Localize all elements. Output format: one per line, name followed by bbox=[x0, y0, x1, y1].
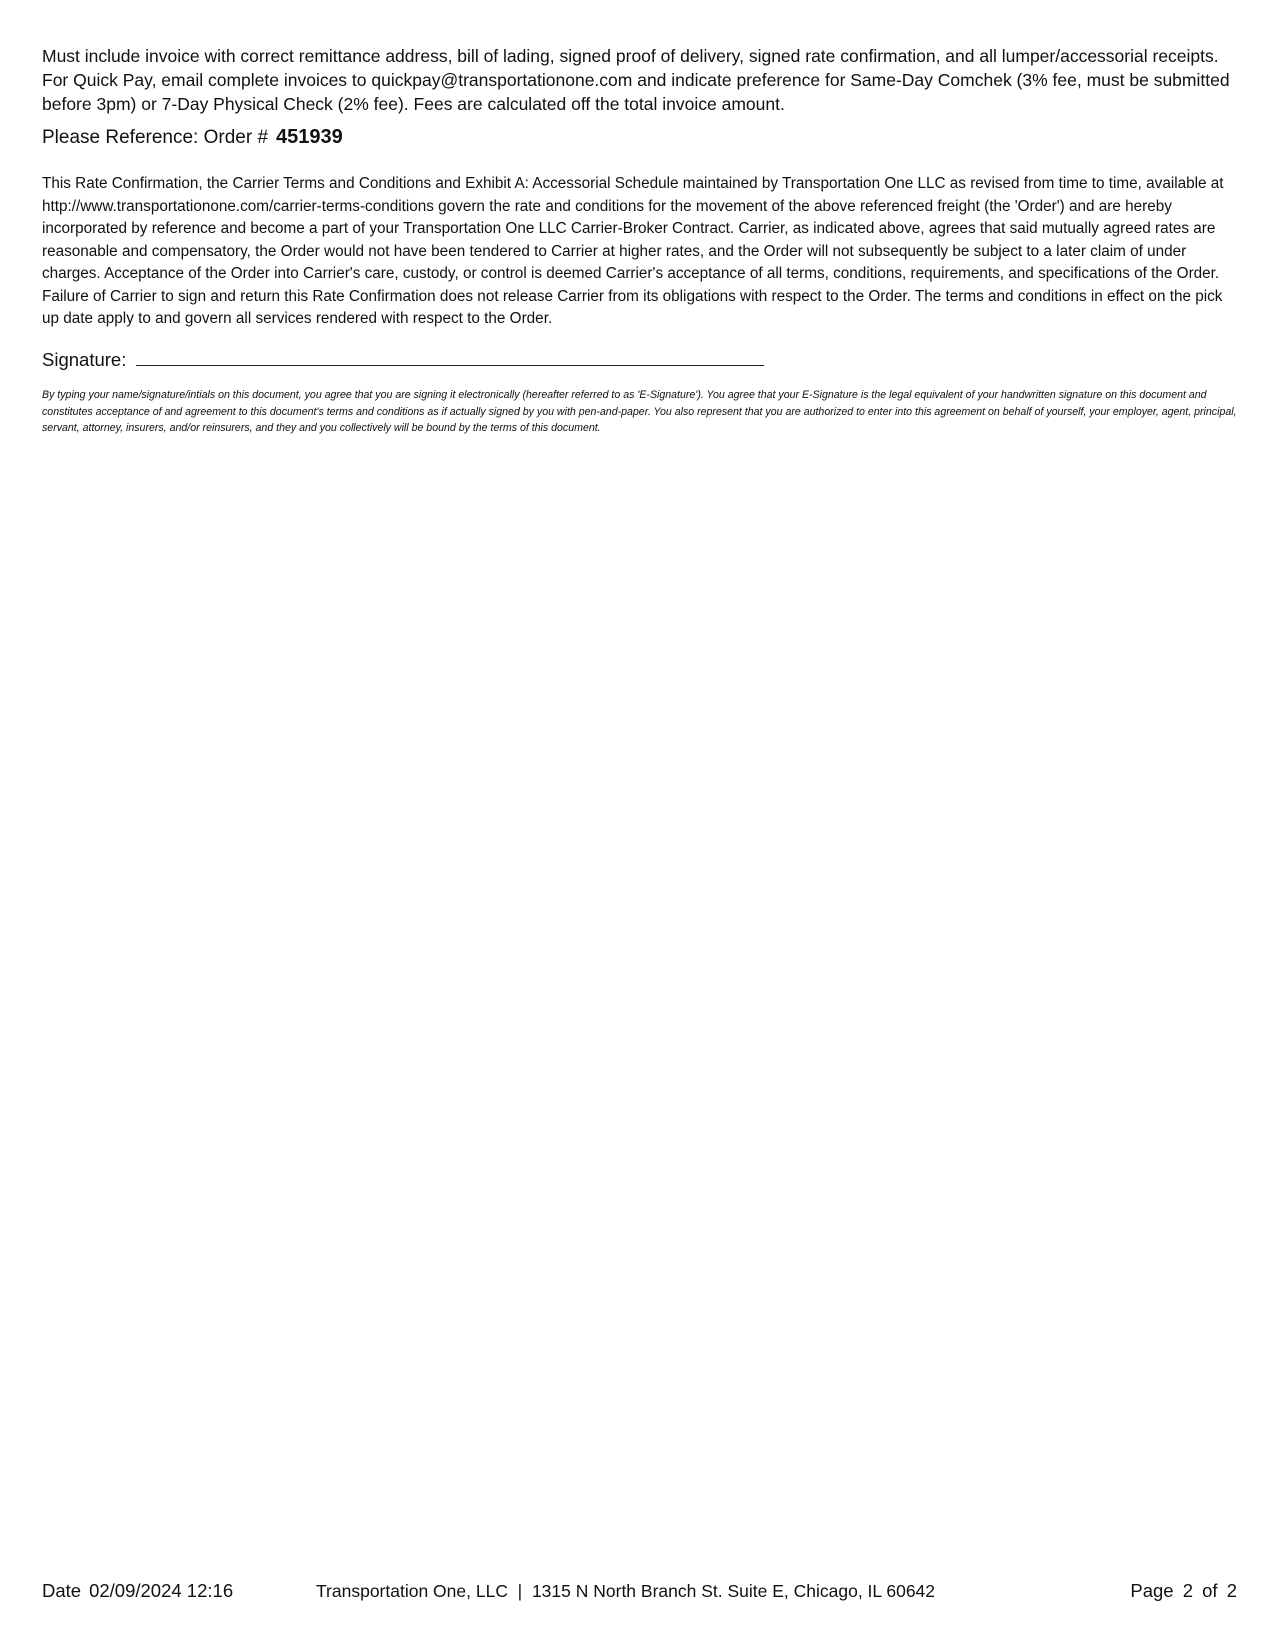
signature-label: Signature: bbox=[42, 349, 127, 370]
invoice-instructions: Must include invoice with correct remittance address, bill of lading, signed proof of delivery, signed rate confirmation, and all lumper/accessorial receipts. For Quick Pay, email complete invoices to quickpay@transportationone.com and indicate preference for Same-Day Comchek (3% fee, must be submitted before 3pm) or 7-Day Physical Check (2% fee). Fees are calculated off the total invoice amount. bbox=[42, 46, 1230, 114]
footer-date bbox=[42, 1576, 233, 1606]
signature-row bbox=[42, 347, 764, 373]
terms-and-conditions-text: This Rate Confirmation, the Carrier Terms and Conditions and Exhibit A: Accessorial Schedule maintained by Transportation One LLC as revised from time to time, available at http://www.transportationone.com/carrier-terms-conditions govern the rate and conditions for the movement of the above referenced freight (the 'Order') and are hereby incorporated by reference and become a part of your Transportation One LLC Carrier-Broker Contract. Carrier, as indicated above, agrees that said mutually agreed rates are reasonable and compensatory, the Order would not have been tendered to Carrier at higher rates, and the Order will not subsequently be subject to a later claim of under charges. Acceptance of the Order into Carrier's care, custody, or control is deemed Carrier's acceptance of all terms, conditions, requirements, and specifications of the Order. Failure of Carrier to sign and return this Rate Confirmation does not release Carrier from its obligations with respect to the Order. The terms and conditions in effect on the pick up date apply to and govern all services rendered with respect to the Order. bbox=[42, 175, 1224, 327]
footer-company-address: Transportation One, LLC | 1315 N North Branch St. Suite E, Chicago, IL 60642 bbox=[316, 1581, 936, 1601]
footer-date-value: 02/09/2024 12:16 bbox=[89, 1580, 234, 1601]
signature-line[interactable] bbox=[136, 347, 764, 366]
order-number: 451939 bbox=[276, 126, 343, 148]
footer-date-label: Date bbox=[42, 1580, 82, 1601]
e-signature-disclaimer: By typing your name/signature/intials on this document, you agree that you are signing it electronically (hereafter referred to as 'E-Signature'). You agree that your E-Signature is the legal equivalent of your handwritten signature on this document and constitutes acceptance of and agreement to this document's terms and conditions as if actually signed by you with pen-and-paper. You also represent that you are authorized to enter into this agreement on behalf of yourself, your employer, agent, principal, servant, attorney, insurers, and/or reinsurers, and they and you collectively will be bound by the terms of this document. bbox=[42, 389, 1237, 434]
order-reference-label: Please Reference: Order # bbox=[42, 127, 269, 148]
page-footer bbox=[0, 1576, 1275, 1606]
footer-page-number: Page 2 of 2 bbox=[1130, 1580, 1237, 1601]
order-reference bbox=[42, 124, 343, 151]
